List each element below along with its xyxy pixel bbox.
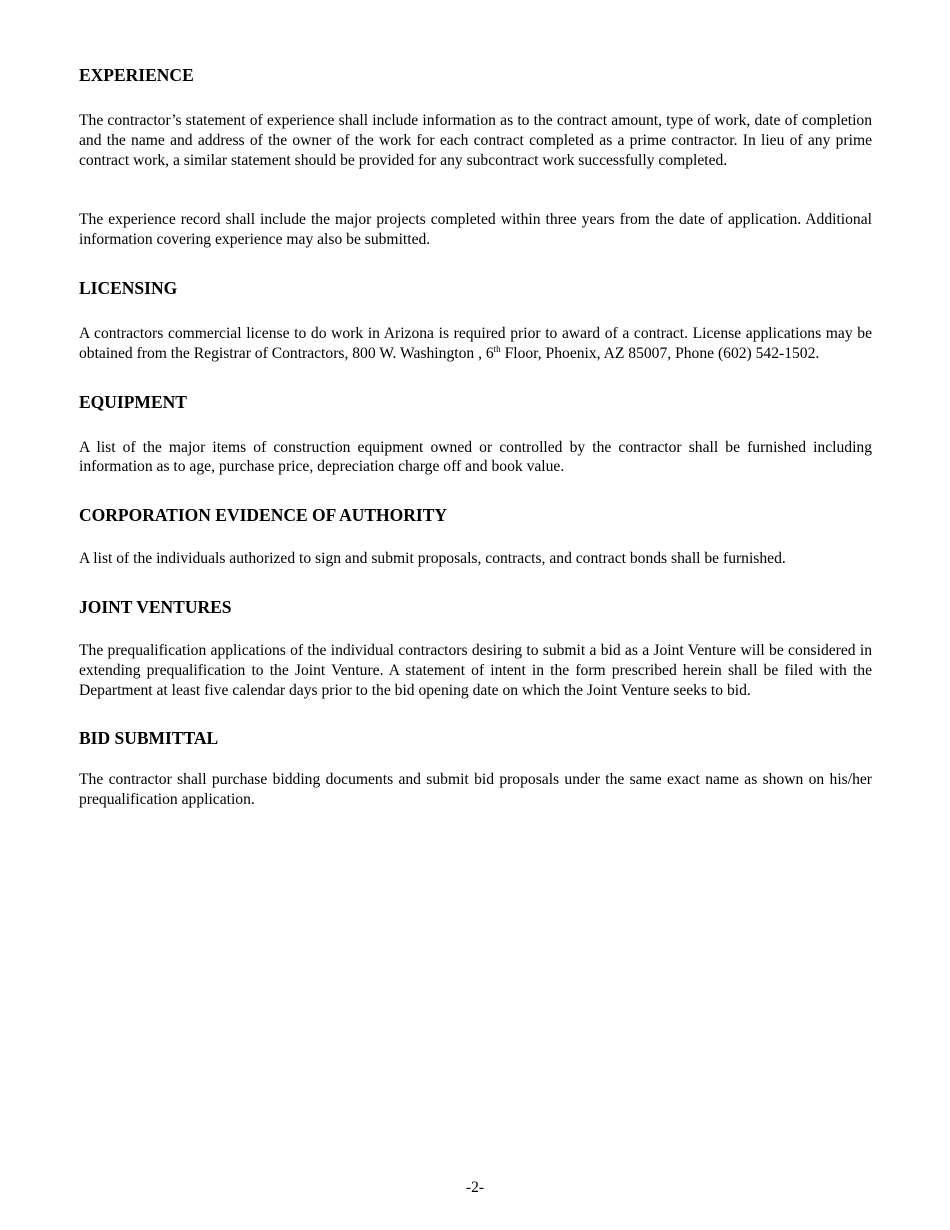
joint-ventures-heading: JOINT VENTURES (79, 596, 232, 617)
experience-paragraph-2: The experience record shall include the major projects completed within three years from the date of application. Additional information covering experience may also be submitted. (79, 211, 872, 249)
experience-heading: EXPERIENCE (79, 65, 194, 85)
licensing-superscript: th (493, 343, 501, 354)
bid-submittal-paragraph: The contractor shall purchase bidding documents and submit bid proposals under the same exact name as shown on his/her prequalification application. (79, 771, 872, 809)
corporation-paragraph: A list of the individuals authorized to sign and submit proposals, contracts, and contract bonds shall be furnished. (79, 550, 786, 568)
page-number: -2- (465, 1179, 485, 1196)
experience-paragraph-1: The contractor’s statement of experience shall include information as to the contract amount, type of work, date of completion and the name and address of the owner of the work for each contract completed as a prime contractor. In lieu of any prime contract work, a similar statement should be provided for any subcontract work successfully completed. (79, 112, 872, 169)
joint-ventures-paragraph: The prequalification applications of the individual contractors desiring to submit a bid as a Joint Venture will be considered in extending prequalification to the Joint Venture. A statement of intent in the form prescribed herein shall be filed with the Department at least five calendar days prior to the bid opening date on which the Joint Venture seeks to bid. (79, 641, 872, 699)
corporation-heading: CORPORATION EVIDENCE OF AUTHORITY (79, 505, 448, 526)
licensing-text-after: Floor, Phoenix, AZ 85007, Phone (602) 542-1502. (500, 344, 820, 362)
equipment-paragraph: A list of the major items of construction equipment owned or controlled by the contractor shall be furnished including information as to age, purchase price, depreciation charge off and book value. (79, 438, 872, 476)
licensing-paragraph (79, 324, 872, 364)
licensing-text-before: A contractors commercial license to do work in Arizona is required prior to award of a contract. License applications may be obtained from the Registrar of Contractors, 800 W. Washington , 6 (79, 324, 872, 362)
equipment-heading: EQUIPMENT (79, 391, 187, 412)
bid-submittal-heading: BID SUBMITTAL (79, 728, 219, 749)
licensing-heading: LICENSING (79, 277, 178, 298)
document-page (79, 64, 872, 810)
